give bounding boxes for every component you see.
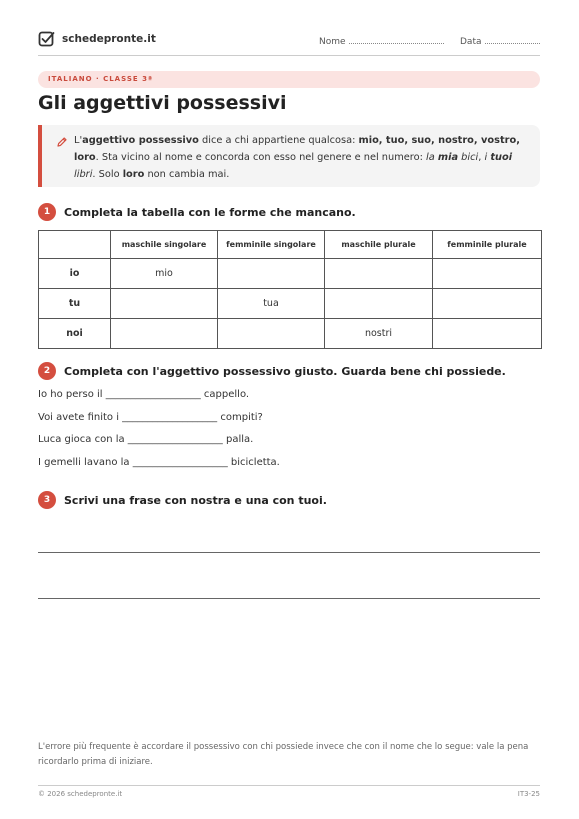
fill-sentence[interactable]: Voi avete finito i ___________________ compiti?	[38, 412, 263, 423]
copyright: © 2026 schedepronte.it	[38, 790, 123, 798]
table-cell-blank[interactable]	[433, 289, 542, 319]
writing-line[interactable]	[38, 552, 540, 553]
table-cell-blank[interactable]	[111, 319, 218, 349]
fill-sentence[interactable]: I gemelli lavano la ___________________ bicicletta.	[38, 457, 280, 468]
name-label: Nome	[319, 37, 346, 47]
date-field[interactable]	[460, 34, 540, 47]
worksheet-page	[38, 0, 540, 819]
fill-sentence[interactable]: Luca gioca con la ___________________ palla.	[38, 434, 254, 445]
exercise-number: 1	[38, 203, 56, 221]
table-cell-blank[interactable]	[218, 319, 325, 349]
row-pronoun: tu	[39, 289, 111, 319]
exercise-2-heading	[38, 362, 506, 380]
date-label: Data	[460, 37, 482, 47]
pencil-icon	[56, 136, 68, 148]
table-cell-blank[interactable]	[433, 319, 542, 349]
exercise-number: 3	[38, 491, 56, 509]
rule-note	[38, 125, 540, 187]
logo	[38, 30, 156, 48]
header-divider	[38, 55, 540, 56]
exercise-number: 2	[38, 362, 56, 380]
table-header-row	[39, 231, 542, 259]
exercise-title: Completa la tabella con le forme che mancano.	[64, 205, 356, 219]
table-cell-blank[interactable]	[218, 259, 325, 289]
logo-text: schedepronte.it	[62, 33, 156, 45]
writing-line[interactable]	[38, 598, 540, 599]
fill-sentence[interactable]: Io ho perso il ___________________ cappello.	[38, 389, 250, 400]
table-cell: mio	[111, 259, 218, 289]
table-cell-blank[interactable]	[325, 289, 433, 319]
table-header-cell	[39, 231, 111, 259]
table-row	[39, 259, 542, 289]
table-row	[39, 319, 542, 349]
table-cell-blank[interactable]	[325, 259, 433, 289]
date-blank[interactable]	[485, 34, 540, 44]
row-pronoun: noi	[39, 319, 111, 349]
exercise-3-heading	[38, 491, 327, 509]
exercise-1-heading	[38, 203, 356, 221]
possessive-table	[38, 230, 542, 349]
subject-tag: ITALIANO · CLASSE 3ª	[38, 71, 540, 88]
table-cell-blank[interactable]	[111, 289, 218, 319]
row-pronoun: io	[39, 259, 111, 289]
name-field[interactable]	[319, 34, 444, 47]
page-header	[38, 30, 540, 52]
sheet-code: IT3-25	[517, 790, 540, 798]
checkbox-logo-icon	[38, 30, 56, 48]
table-header-cell: femminile singolare	[218, 231, 325, 259]
table-cell: nostri	[325, 319, 433, 349]
table-header-cell: maschile plurale	[325, 231, 433, 259]
page-title: Gli aggettivi possessivi	[38, 92, 287, 114]
table-cell-blank[interactable]	[433, 259, 542, 289]
name-blank[interactable]	[349, 34, 444, 44]
table-header-cell: femminile plurale	[433, 231, 542, 259]
table-cell: tua	[218, 289, 325, 319]
table-row	[39, 289, 542, 319]
exercise-title: Scrivi una frase con nostra e una con tuoi.	[64, 493, 327, 507]
footer-divider	[38, 785, 540, 786]
rule-note-text: L'aggettivo possessivo dice a chi appartiene qualcosa: mio, tuo, suo, nostro, vostro, loro. Sta vicino al nome e concorda con esso nel genere e nel numero: la mia bici, i tuoi libri. Solo loro non cambia mai.	[74, 135, 520, 180]
table-header-cell: maschile singolare	[111, 231, 218, 259]
exercise-title: Completa con l'aggettivo possessivo giusto. Guarda bene chi possiede.	[64, 364, 506, 378]
footer-tip: L'errore più frequente è accordare il possessivo con chi possiede invece che con il nome che lo segue: vale la pena ricordarlo prima di iniziare.	[38, 742, 529, 767]
